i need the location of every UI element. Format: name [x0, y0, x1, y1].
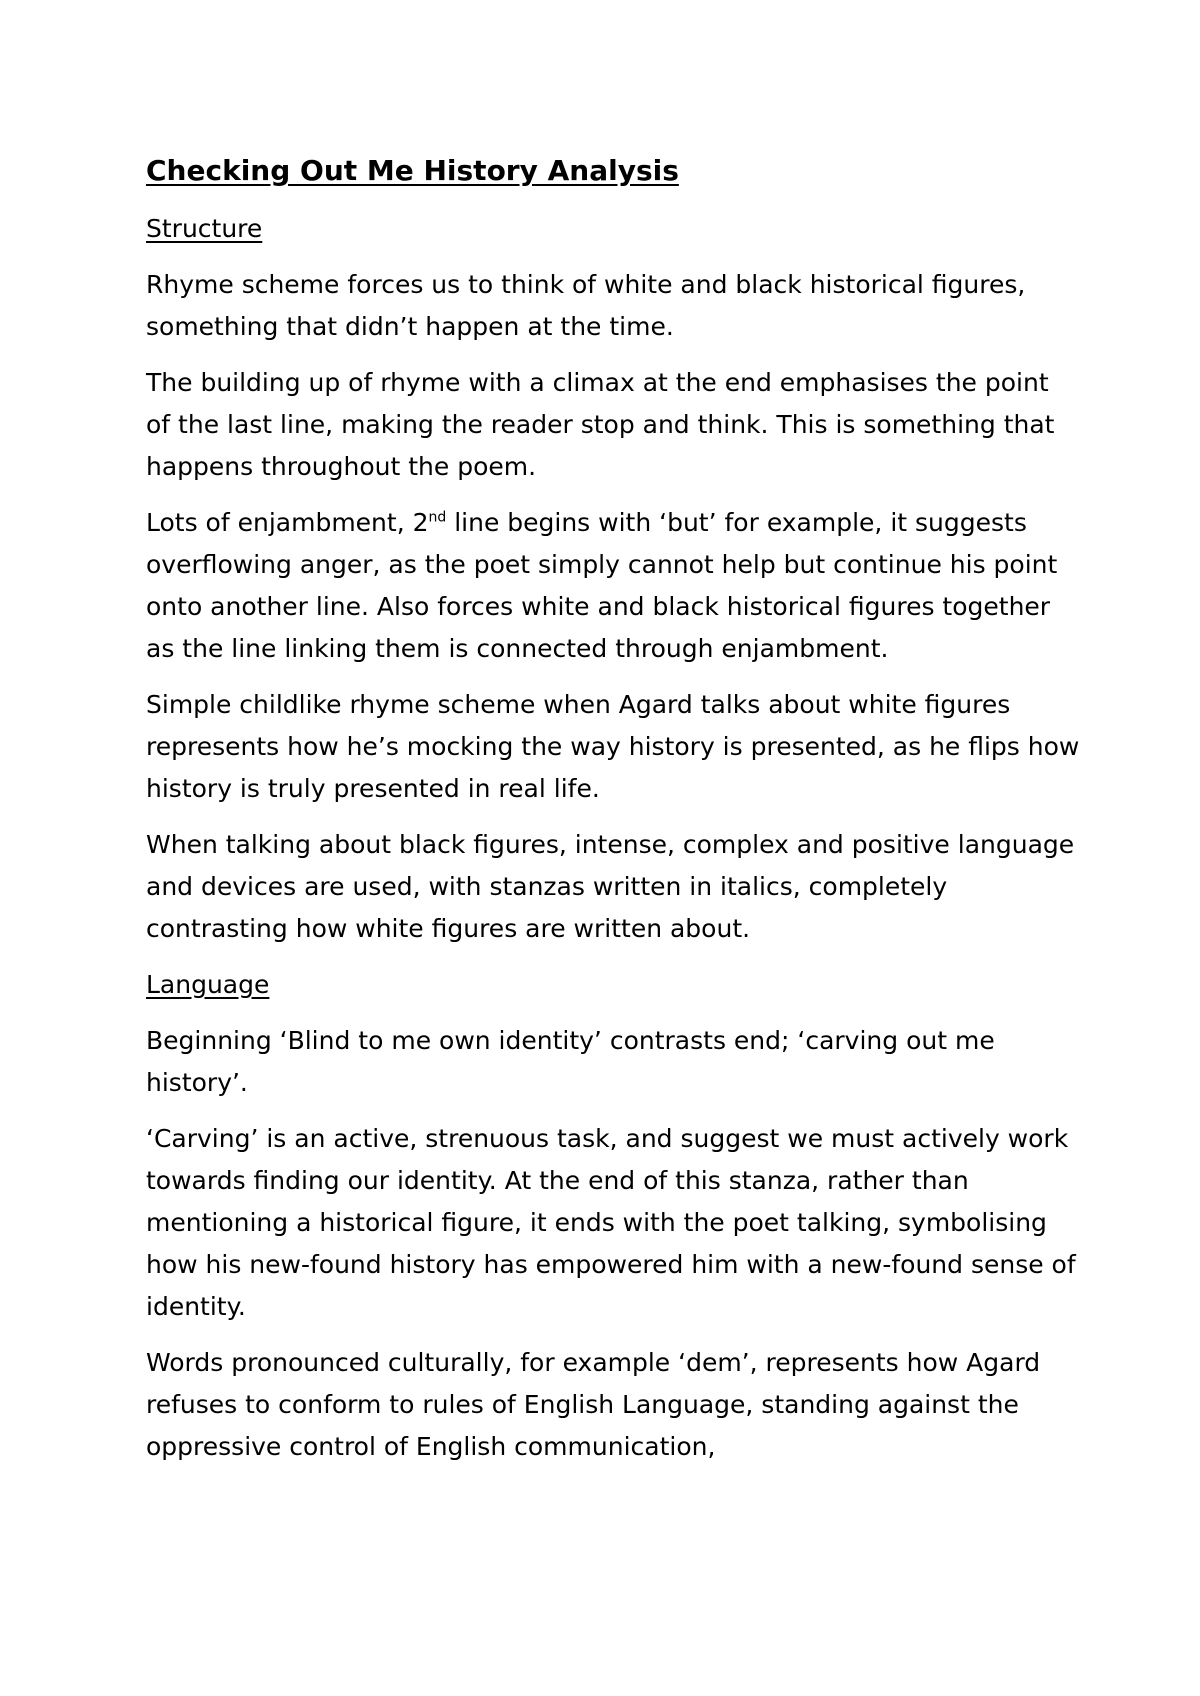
language-paragraph-1: Beginning ‘Blind to me own identity’ contrasts end; ‘carving out me history’.	[146, 1026, 995, 1097]
ordinal-superscript: nd	[428, 509, 447, 526]
structure-paragraph-2: The building up of rhyme with a climax at the end emphasises the point of the last line, making the reader stop and think. This is something that happens throughout the poem.	[146, 368, 1055, 481]
language-heading: Language	[146, 970, 270, 999]
structure-paragraph-4: Simple childlike rhyme scheme when Agard talks about white figures represents how he’s mocking the way history is presented, as he flips how history is truly presented in real life.	[146, 690, 1080, 803]
structure-paragraph-1: Rhyme scheme forces us to think of white and black historical figures, something that didn’t happen at the time.	[146, 270, 1026, 341]
paragraph-text-segment: Lots of enjambment, 2	[146, 508, 429, 537]
paragraph-text-segment: line begins with ‘but’ for example, it suggests overflowing anger, as the poet simply cannot help but continue his point onto another line. Also forces white and black historical figures together as the line linking them is connected through enjambment.	[146, 508, 1058, 663]
structure-heading: Structure	[146, 214, 263, 243]
structure-paragraph-3	[146, 502, 1080, 670]
structure-paragraph-5: When talking about black figures, intense, complex and positive language and devices are used, with stanzas written in italics, completely contrasting how white figures are written about.	[146, 830, 1075, 943]
language-paragraph-3: Words pronounced culturally, for example ‘dem’, represents how Agard refuses to conform to rules of English Language, standing against the oppressive control of English communication,	[146, 1348, 1041, 1461]
language-paragraph-2: ‘Carving’ is an active, strenuous task, and suggest we must actively work towards finding our identity. At the end of this stanza, rather than mentioning a historical figure, it ends with the poet talking, symbolising how his new-found history has empowered him with a new-found sense of identity.	[146, 1124, 1076, 1321]
document-title: Checking Out Me History Analysis	[146, 154, 679, 187]
